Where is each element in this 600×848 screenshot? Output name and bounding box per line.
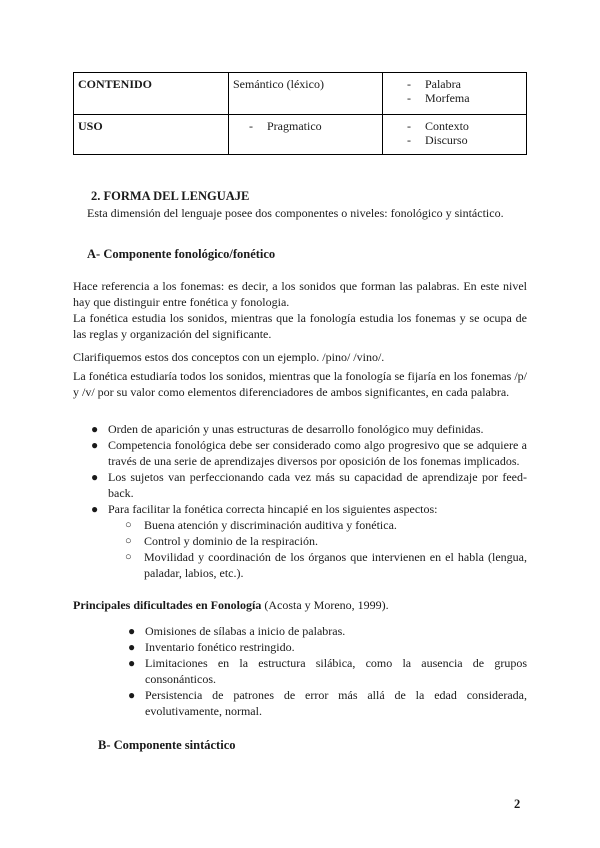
list-item: - Morfema — [406, 91, 470, 105]
paragraph-fonologia: La fonética estudiaría todos los sonidos, mientras que la fonología se fijaría en los fonemas /p/ y /v/ por su valor como elementos diferenciadores de ambos significantes, en cada palabra. — [73, 369, 527, 399]
subsection-heading-a: A- Componente fonológico/fonético — [87, 247, 276, 261]
list-item: ○ Control y dominio de la respiración. — [125, 534, 318, 548]
table-row — [74, 115, 527, 155]
section-heading-forma: 2. FORMA DEL LENGUAJE — [91, 189, 250, 203]
list-item: - Palabra — [406, 77, 461, 91]
list-item: - Contexto — [406, 119, 469, 133]
row-label: CONTENIDO — [74, 73, 229, 115]
content-use-table — [73, 72, 527, 155]
fonetica-bullet-list — [91, 421, 527, 581]
row-label: USO — [74, 115, 229, 155]
list-item: - Discurso — [406, 133, 468, 147]
list-item: ● Inventario fonético restringido. — [128, 640, 295, 654]
list-item: ● Para facilitar la fonética correcta hincapié en los siguientes aspectos: ○ Buena atención y discriminación auditiva y fonética. ○ Control y dominio de la respiración. ○ Movilidad y coordinación de los órganos que intervienen en el habla (lengua, paladar, labios, etc.). — [91, 502, 527, 580]
paragraph-fonetica: La fonética estudia los sonidos, mientras que la fonología estudia los fonemas y se ocupa de las reglas y organización del significante. — [73, 311, 527, 341]
table-row — [74, 73, 527, 115]
subsection-heading-b: B- Componente sintáctico — [98, 738, 236, 752]
page-number: 2 — [514, 797, 521, 811]
paragraph-ejemplo: Clarifiquemos estos dos conceptos con un ejemplo. /pino/ /vino/. — [73, 350, 385, 364]
list-item: ○ Buena atención y discriminación auditiva y fonética. — [125, 518, 397, 532]
list-item: ● Limitaciones en la estructura silábica, como la ausencia de grupos consonánticos. — [128, 656, 527, 686]
list-item: ● Omisiones de sílabas a inicio de palabras. — [128, 624, 346, 638]
list-item: ○ Movilidad y coordinación de los órganos que intervienen en el habla (lengua, paladar, labios, etc.). — [125, 550, 527, 580]
aspects-sub-list — [125, 517, 527, 581]
row-items — [382, 115, 526, 155]
list-item: ● Persistencia de patrones de error más allá de la edad considerada, evolutivamente, normal. — [128, 688, 527, 718]
difficulties-bullet-list — [128, 623, 527, 719]
list-item: ● Competencia fonológica debe ser considerado como algo progresivo que se adquiere a través de una serie de aprendizajes diversos por oposición de los fonemas implicados. — [91, 438, 527, 468]
list-item: ● Orden de aparición y unas estructuras de desarrollo fonológico muy definidas. — [91, 422, 484, 436]
row-items — [382, 73, 526, 115]
paragraph-fonemas: Hace referencia a los fonemas: es decir, a los sonidos que forman las palabras. En este nivel hay que distinguir entre fonética y fonologia. — [73, 279, 527, 309]
row-middle: Semántico (léxico) — [229, 73, 383, 115]
row-middle: - Pragmatico — [229, 115, 383, 155]
list-item: ● Los sujetos van perfeccionando cada vez más su capacidad de aprendizaje por feed-back. — [91, 470, 527, 500]
difficulties-title: Principales dificultades en Fonología (Acosta y Moreno, 1999). — [73, 598, 389, 612]
section-intro: Esta dimensión del lenguaje posee dos componentes o niveles: fonológico y sintáctico. — [87, 206, 504, 220]
